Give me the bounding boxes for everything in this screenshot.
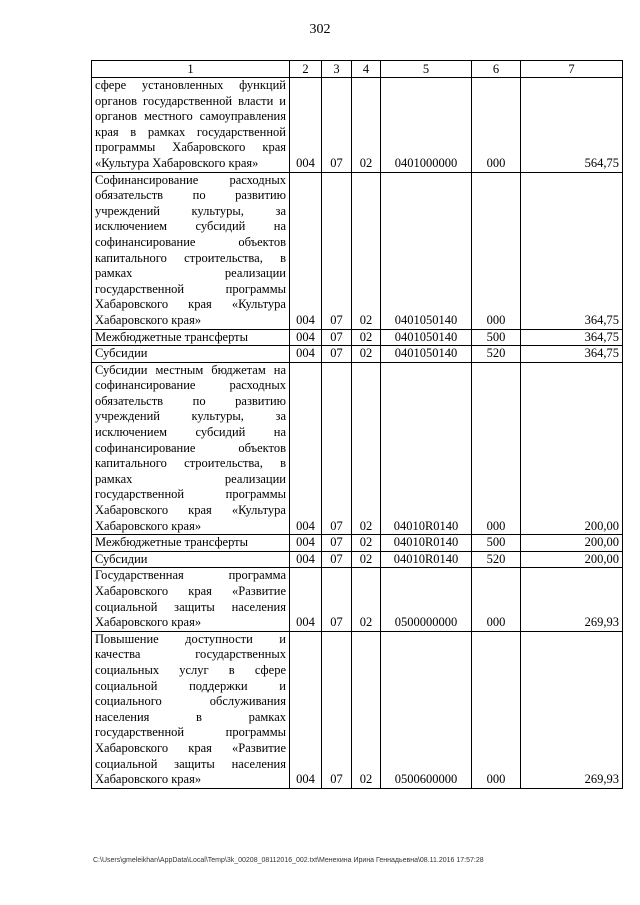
subsection-code-cell: 02 <box>352 346 381 363</box>
amount-cell: 269,93 <box>521 568 623 631</box>
budget-table <box>91 60 623 789</box>
ministry-code-cell: 004 <box>290 568 322 631</box>
target-article-cell: 0401050140 <box>381 346 472 363</box>
ministry-code-cell: 004 <box>290 346 322 363</box>
target-article-cell: 0500600000 <box>381 631 472 788</box>
subsection-code-cell: 02 <box>352 362 381 535</box>
target-article-cell: 0401000000 <box>381 78 472 173</box>
subsection-code-cell: 02 <box>352 329 381 346</box>
target-article-cell: 0401050140 <box>381 329 472 346</box>
expense-type-cell: 000 <box>472 362 521 535</box>
header-cell-4: 4 <box>352 61 381 78</box>
table-row <box>92 362 623 535</box>
expense-name-cell: Софинансирование расходных обязательств по развитию учреждений культуры, за исключением субсидий на софинансирование объектов капитального строительства, в рамках реализации государственной программы Хабаровского края «Культура Хабаровского края» <box>92 172 290 329</box>
table-row <box>92 346 623 363</box>
expense-type-cell: 500 <box>472 329 521 346</box>
ministry-code-cell: 004 <box>290 551 322 568</box>
expense-type-cell: 500 <box>472 535 521 552</box>
ministry-code-cell: 004 <box>290 172 322 329</box>
amount-cell: 564,75 <box>521 78 623 173</box>
table-header-row <box>92 61 623 78</box>
ministry-code-cell: 004 <box>290 362 322 535</box>
footer-file-path: C:\Users\gmeleikhan\AppData\Local\Temp\3k_00208_08112016_002.txt\Менехина Ирина Геннадьевна\08.11.2016 17:57:28 <box>93 857 484 864</box>
expense-type-cell: 000 <box>472 78 521 173</box>
subsection-code-cell: 02 <box>352 78 381 173</box>
expense-type-cell: 000 <box>472 631 521 788</box>
page-number: 302 <box>309 22 331 37</box>
header-cell-3: 3 <box>322 61 352 78</box>
section-code-cell: 07 <box>322 329 352 346</box>
target-article-cell: 0401050140 <box>381 172 472 329</box>
header-cell-1: 1 <box>92 61 290 78</box>
table-row <box>92 172 623 329</box>
subsection-code-cell: 02 <box>352 172 381 329</box>
subsection-code-cell: 02 <box>352 551 381 568</box>
expense-name-cell: Субсидии <box>92 346 290 363</box>
header-cell-6: 6 <box>472 61 521 78</box>
table-row <box>92 78 623 173</box>
expense-name-cell: Межбюджетные трансферты <box>92 535 290 552</box>
expense-name-cell: Межбюджетные трансферты <box>92 329 290 346</box>
amount-cell: 364,75 <box>521 172 623 329</box>
table-row <box>92 551 623 568</box>
target-article-cell: 04010R0140 <box>381 535 472 552</box>
header-cell-7: 7 <box>521 61 623 78</box>
expense-name-cell: Субсидии местным бюджетам на софинансирование расходных обязательств по развитию учреждений культуры, за исключением субсидий на софинансирование объектов капитального строительства, в рамках реализации государственной программы Хабаровского края «Культура Хабаровского края» <box>92 362 290 535</box>
section-code-cell: 07 <box>322 551 352 568</box>
subsection-code-cell: 02 <box>352 568 381 631</box>
expense-name-cell: Субсидии <box>92 551 290 568</box>
expense-name-cell: сфере установленных функций органов государственной власти и органов местного самоуправления края в рамках государственной программы Хабаровского края «Культура Хабаровского края» <box>92 78 290 173</box>
expense-type-cell: 520 <box>472 346 521 363</box>
table-row <box>92 568 623 631</box>
amount-cell: 269,93 <box>521 631 623 788</box>
subsection-code-cell: 02 <box>352 535 381 552</box>
amount-cell: 200,00 <box>521 362 623 535</box>
ministry-code-cell: 004 <box>290 535 322 552</box>
table-row <box>92 329 623 346</box>
target-article-cell: 0500000000 <box>381 568 472 631</box>
subsection-code-cell: 02 <box>352 631 381 788</box>
header-cell-5: 5 <box>381 61 472 78</box>
table-row <box>92 535 623 552</box>
expense-type-cell: 000 <box>472 172 521 329</box>
expense-name-cell: Государственная программа Хабаровского края «Развитие социальной защиты населения Хабаровского края» <box>92 568 290 631</box>
amount-cell: 364,75 <box>521 329 623 346</box>
amount-cell: 364,75 <box>521 346 623 363</box>
expense-type-cell: 520 <box>472 551 521 568</box>
expense-name-cell: Повышение доступности и качества государственных социальных услуг в сфере социальной поддержки и социального обслуживания населения в рамках государственной программы Хабаровского края «Развитие социальной защиты населения Хабаровского края» <box>92 631 290 788</box>
amount-cell: 200,00 <box>521 535 623 552</box>
target-article-cell: 04010R0140 <box>381 551 472 568</box>
expense-type-cell: 000 <box>472 568 521 631</box>
target-article-cell: 04010R0140 <box>381 362 472 535</box>
section-code-cell: 07 <box>322 631 352 788</box>
section-code-cell: 07 <box>322 172 352 329</box>
section-code-cell: 07 <box>322 568 352 631</box>
ministry-code-cell: 004 <box>290 78 322 173</box>
ministry-code-cell: 004 <box>290 329 322 346</box>
ministry-code-cell: 004 <box>290 631 322 788</box>
section-code-cell: 07 <box>322 362 352 535</box>
section-code-cell: 07 <box>322 78 352 173</box>
table-row <box>92 631 623 788</box>
amount-cell: 200,00 <box>521 551 623 568</box>
header-cell-2: 2 <box>290 61 322 78</box>
section-code-cell: 07 <box>322 535 352 552</box>
section-code-cell: 07 <box>322 346 352 363</box>
